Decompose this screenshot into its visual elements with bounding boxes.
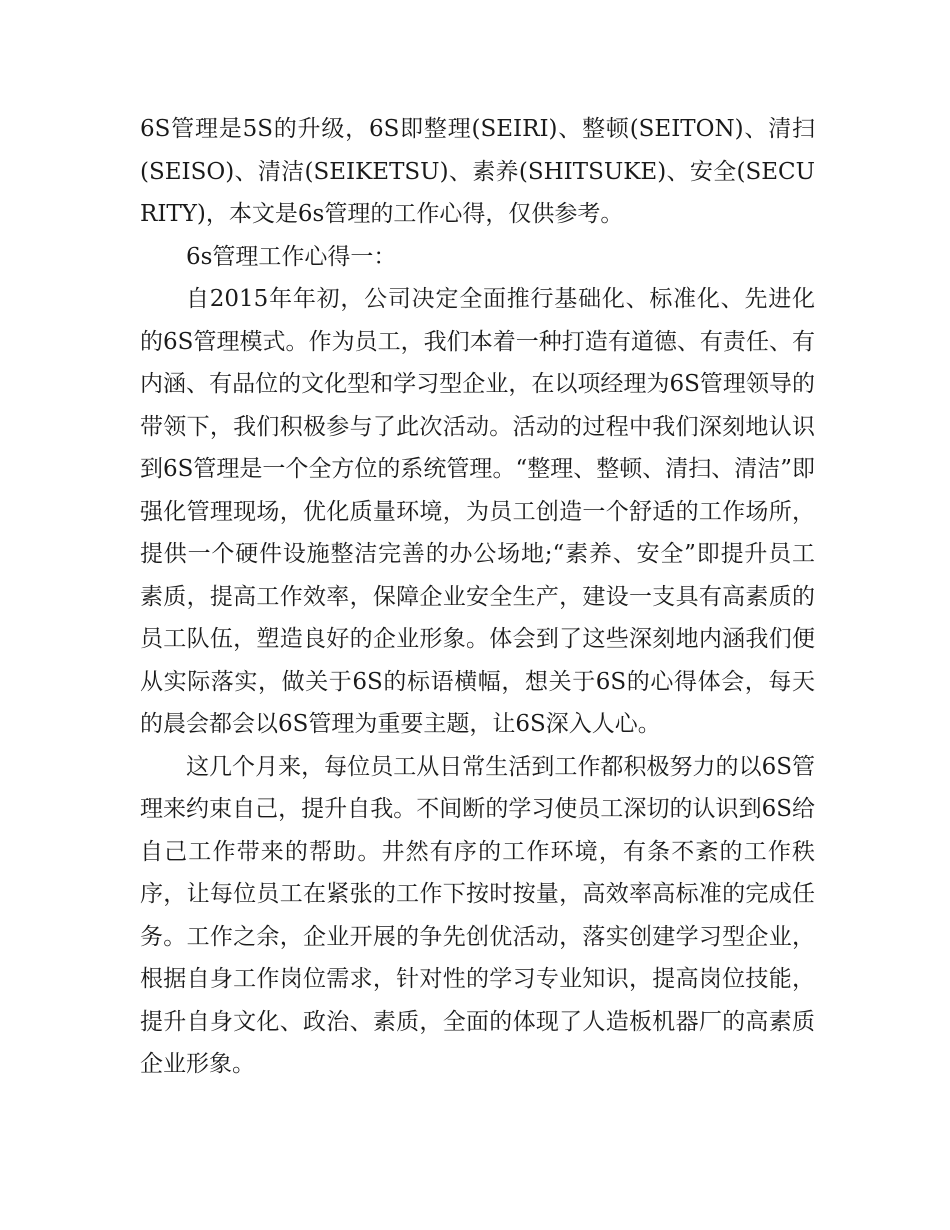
section-heading: 6s管理工作心得一： — [186, 243, 397, 270]
intro-paragraph: 6S管理是5S的升级，6S即整理(SEIRI)、整顿(SEITON)、清扫(SEISO)、清洁(SEIKETSU)、素养(SHITSUKE)、安全(SECURITY)，本文是6s管理的工作心得，仅供参考。 — [140, 116, 815, 227]
body-paragraph: 自2015年年初，公司决定全面推行基础化、标准化、先进化的6S管理模式。作为员工，我们本着一种打造有道德、有责任、有内涵、有品位的文化型和学习型企业，在以项经理为6S管理领导的带领下，我们积极参与了此次活动。活动的过程中我们深刻地认识到6S管理是一个全方位的系统管理。“整理、整顿、清扫、清洁”即强化管理现场，优化质量环境，为员工创造一个舒适的工作场所，提供一个硬件设施整洁完善的办公场地;“素养、安全”即提升员工素质，提高工作效率，保障企业安全生产，建设一支具有高素质的员工队伍，塑造良好的企业形象。体会到了这些深刻地内涵我们便从实际落实，做关于6S的标语横幅，想关于6S的心得体会，每天的晨会都会以6S管理为重要主题，让6S深入人心。 — [140, 286, 816, 737]
document-body — [140, 108, 815, 1086]
body-paragraph: 这几个月来，每位员工从日常生活到工作都积极努力的以6S管理来约束自己，提升自我。不间断的学习使员工深切的认识到6S给自己工作带来的帮助。井然有序的工作环境，有条不紊的工作秩序，让每位员工在紧张的工作下按时按量，高效率高标准的完成任务。工作之余，企业开展的争先创优活动，落实创建学习型企业，根据自身工作岗位需求，针对性的学习专业知识，提高岗位技能，提升自身文化、政治、素质，全面的体现了人造板机器厂的高素质企业形象。 — [140, 753, 815, 1077]
